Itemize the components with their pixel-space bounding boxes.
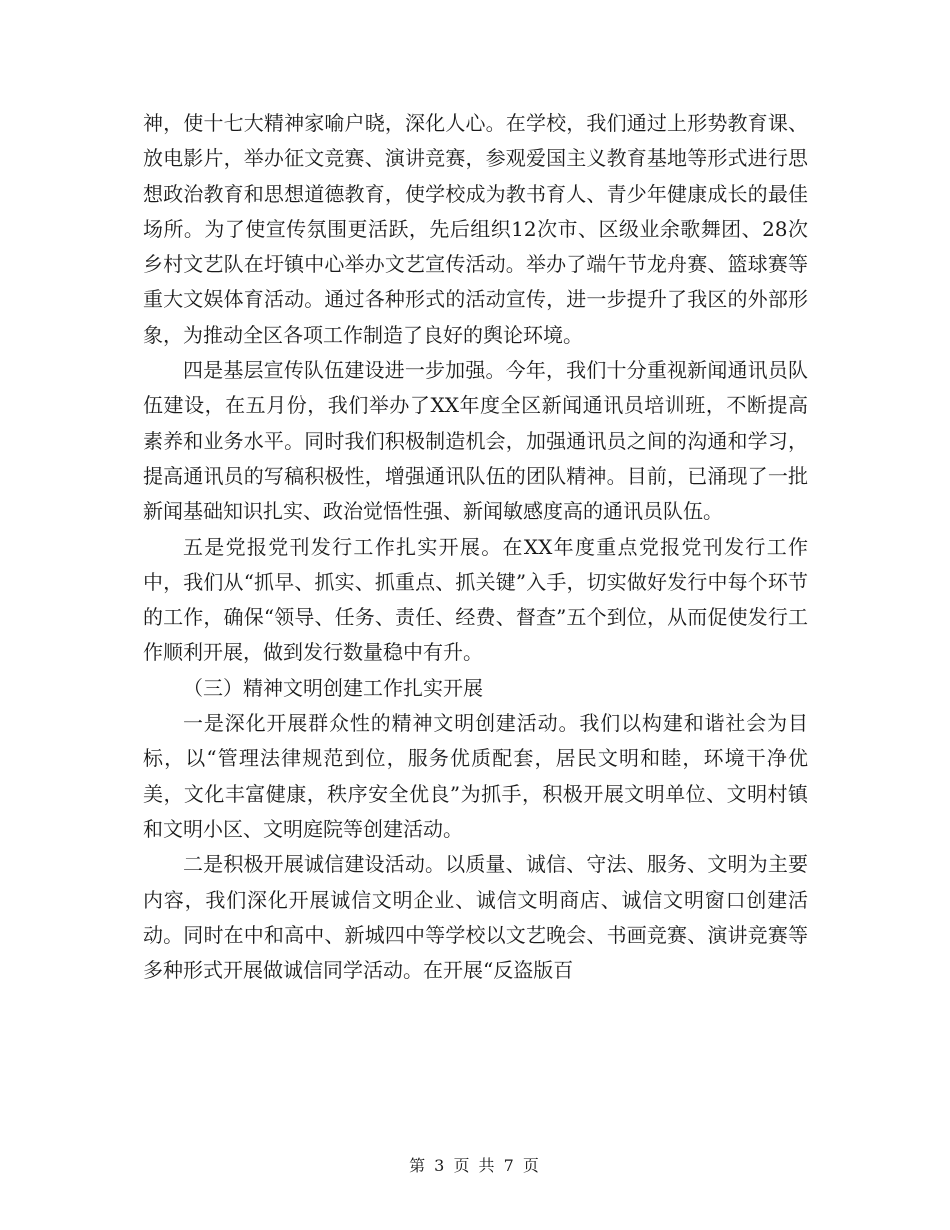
body-text bbox=[143, 106, 808, 988]
paragraph-continuation: 神，使十七大精神家喻户晓，深化人心。在学校，我们通过上形势教育课、放电影片，举办征文竞赛、演讲竞赛，参观爱国主义教育基地等形式进行思想政治教育和思想道德教育，使学校成为教书育人、青少年健康成长的最佳场所。为了使宣传氛围更活跃，先后组织12次市、区级业余歌舞团、28次乡村文艺队在圩镇中心举办文艺宣传活动。举办了端午节龙舟赛、篮球赛等重大文娱体育活动。通过各种形式的活动宣传，进一步提升了我区的外部形象，为推动全区各项工作制造了良好的舆论环境。 bbox=[143, 111, 808, 347]
paragraph-point-five: 五是党报党刊发行工作扎实开展。在XX年度重点党报党刊发行工作中，我们从“抓早、抓实、抓重点、抓关键”入手，切实做好发行中每个环节的工作，确保“领导、任务、责任、经费、督查”五个到位，从而促使发行工作顺利开展，做到发行数量稳中有升。 bbox=[143, 534, 808, 665]
paragraph-point-two: 二是积极开展诚信建设活动。以质量、诚信、守法、服务、文明为主要内容，我们深化开展诚信文明企业、诚信文明商店、诚信文明窗口创建活动。同时在中和高中、新城四中等学校以文艺晚会、书画竞赛、演讲竞赛等多种形式开展做诚信同学活动。在开展“反盗版百 bbox=[143, 852, 808, 983]
paragraph-point-one: 一是深化开展群众性的精神文明创建活动。我们以构建和谐社会为目标，以“管理法律规范到位，服务优质配套，居民文明和睦，环境干净优美，文化丰富健康，秩序安全优良”为抓手，积极开展文明单位、文明村镇和文明小区、文明庭院等创建活动。 bbox=[143, 711, 808, 841]
paragraph-point-four: 四是基层宣传队伍建设进一步加强。今年，我们十分重视新闻通讯员队伍建设，在五月份，我们举办了XX年度全区新闻通讯员培训班，不断提高素养和业务水平。同时我们积极制造机会，加强通讯员之间的沟通和学习，提高通讯员的写稿积极性，增强通讯队伍的团队精神。目前，已涌现了一批新闻基础知识扎实、政治觉悟性强、新闻敏感度高的通讯员队伍。 bbox=[143, 358, 808, 524]
page-number-footer: 第 3 页 共 7 页 bbox=[409, 1156, 541, 1175]
section-heading-three: （三）精神文明创建工作扎实开展 bbox=[183, 675, 483, 700]
